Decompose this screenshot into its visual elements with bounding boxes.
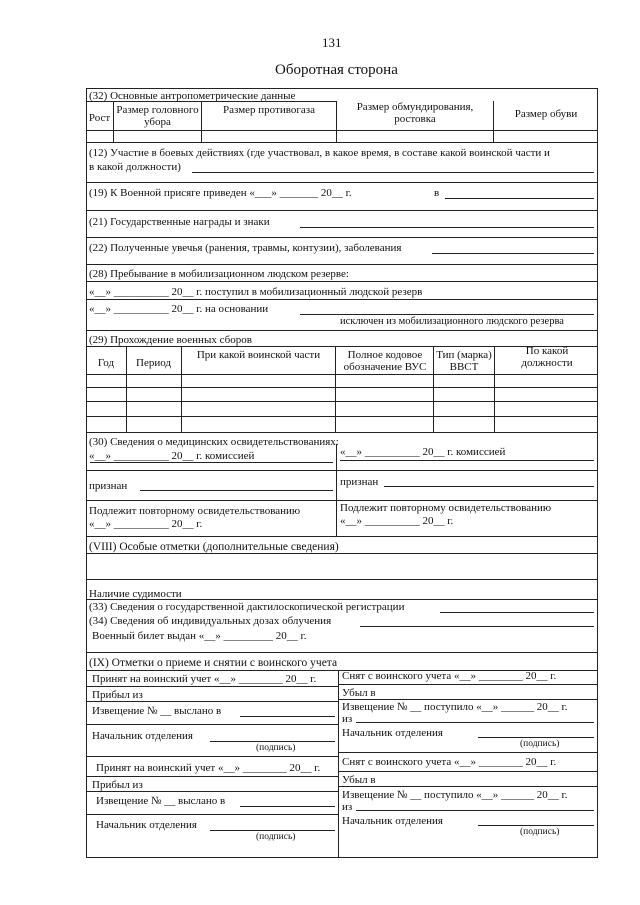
s30-reexam-right: Подлежит повторному освидетельствованию (340, 502, 552, 514)
col-vvst: Тип (марка) ВВСТ (436, 349, 492, 374)
col-year: Год (97, 357, 115, 369)
s9-arrived-from-2: Прибыл из (92, 779, 143, 791)
s19-in: в (434, 187, 440, 199)
s30-recognized-left: признан (89, 480, 128, 492)
s9-left-to-2: Убыл в (342, 774, 376, 786)
s29-title: (29) Прохождение военных сборов (89, 334, 252, 346)
s9-removed-1: Снят с воинского учета «__» ________ 20__ г. (342, 670, 557, 682)
col-gas-mask: Размер противогаза (223, 104, 315, 116)
s9-removed-2: Снят с воинского учета «__» ________ 20__ г. (342, 756, 557, 768)
s8-title: (VIII) Особые отметки (дополнительные сведения) (89, 541, 339, 553)
s9-notice-sent-2: Извещение № __ выслано в (96, 795, 226, 807)
col-vus: Полное кодовое обозначение ВУС (343, 349, 427, 374)
s9-from-1: из (342, 713, 353, 725)
s30-date-right: «__» __________ 20__ г. комиссией (340, 446, 506, 458)
s30-reexam-date-right: «__» __________ 20__ г. (340, 515, 454, 527)
s32-title: (32) Основные антропометрические данные (89, 90, 296, 102)
s9-head-3: Начальник отделения (96, 819, 197, 831)
s9-head-4: Начальник отделения (342, 815, 443, 827)
s8-s33: (33) Сведения о государственной дактилоскопической регистрации (89, 601, 405, 613)
s22-text: (22) Полученные увечья (ранения, травмы, контузии), заболевания (89, 242, 402, 254)
s28-line3: исключен из мобилизационного людского резерва (340, 316, 564, 327)
page-title: Оборотная сторона (275, 62, 398, 78)
col-period: Период (136, 357, 171, 369)
col-height: Рост (88, 112, 111, 124)
s9-title: (IX) Отметки о приеме и снятии с воинского учета (89, 657, 338, 669)
s21-text: (21) Государственные награды и знаки (89, 216, 270, 228)
s9-signature-2: (подпись) (520, 739, 560, 749)
s9-notice-sent-1: Извещение № __ выслано в (92, 705, 222, 717)
s12-line2: в какой должности) (89, 161, 181, 173)
col-position: По какой должности (521, 345, 573, 370)
s30-title: (30) Сведения о медицинских освидетельствованиях: (89, 436, 339, 448)
s30-reexam-date-left: «__» __________ 20__ г. (89, 518, 203, 530)
s9-notice-received-2: Извещение № __ поступило «__» ______ 20__ г. (342, 789, 568, 801)
s30-recognized-right: признан (340, 476, 379, 488)
s9-accepted-2: Принят на воинский учет «__» ________ 20__ г. (96, 762, 321, 774)
col-unit: При какой воинской части (196, 349, 321, 361)
s9-signature-1: (подпись) (256, 743, 296, 753)
col-shoe: Размер обуви (514, 108, 578, 120)
s9-arrived-from-1: Прибыл из (92, 689, 143, 701)
s9-accepted-1: Принят на воинский учет «__» ________ 20__ г. (92, 673, 317, 685)
s9-left-to-1: Убыл в (342, 687, 376, 699)
s28-title: (28) Пребывание в мобилизационном людском резерве: (89, 268, 349, 280)
s9-notice-received-1: Извещение № __ поступило «__» ______ 20__ г. (342, 701, 568, 713)
s28-line1: «__» __________ 20__ г. поступил в мобилизационный людской резерв (89, 286, 423, 298)
s8-military-id: Военный билет выдан «__» _________ 20__ г. (92, 630, 307, 642)
col-uniform: Размер обмундирования, ростовка (356, 101, 474, 126)
s28-line2: «__» __________ 20__ г. на основании (89, 303, 269, 315)
s9-head-2: Начальник отделения (342, 727, 443, 739)
s9-signature-3: (подпись) (256, 832, 296, 842)
s9-head-1: Начальник отделения (92, 730, 193, 742)
s9-signature-4: (подпись) (520, 827, 560, 837)
s8-s34: (34) Сведения об индивидуальных дозах облучения (89, 615, 332, 627)
s9-from-2: из (342, 801, 353, 813)
s19-text: (19) К Военной присяге приведен «___» _______ 20__ г. (89, 187, 352, 199)
col-head-size: Размер головного убора (116, 104, 199, 129)
page-number: 131 (322, 35, 342, 50)
s30-date-left: «__» __________ 20__ г. комиссией (89, 450, 255, 462)
s8-criminal: Наличие судимости (89, 588, 182, 600)
s30-reexam-left: Подлежит повторному освидетельствованию (89, 505, 301, 517)
s12-line1: (12) Участие в боевых действиях (где участвовал, в какое время, в составе какой воинской части и (89, 147, 550, 159)
